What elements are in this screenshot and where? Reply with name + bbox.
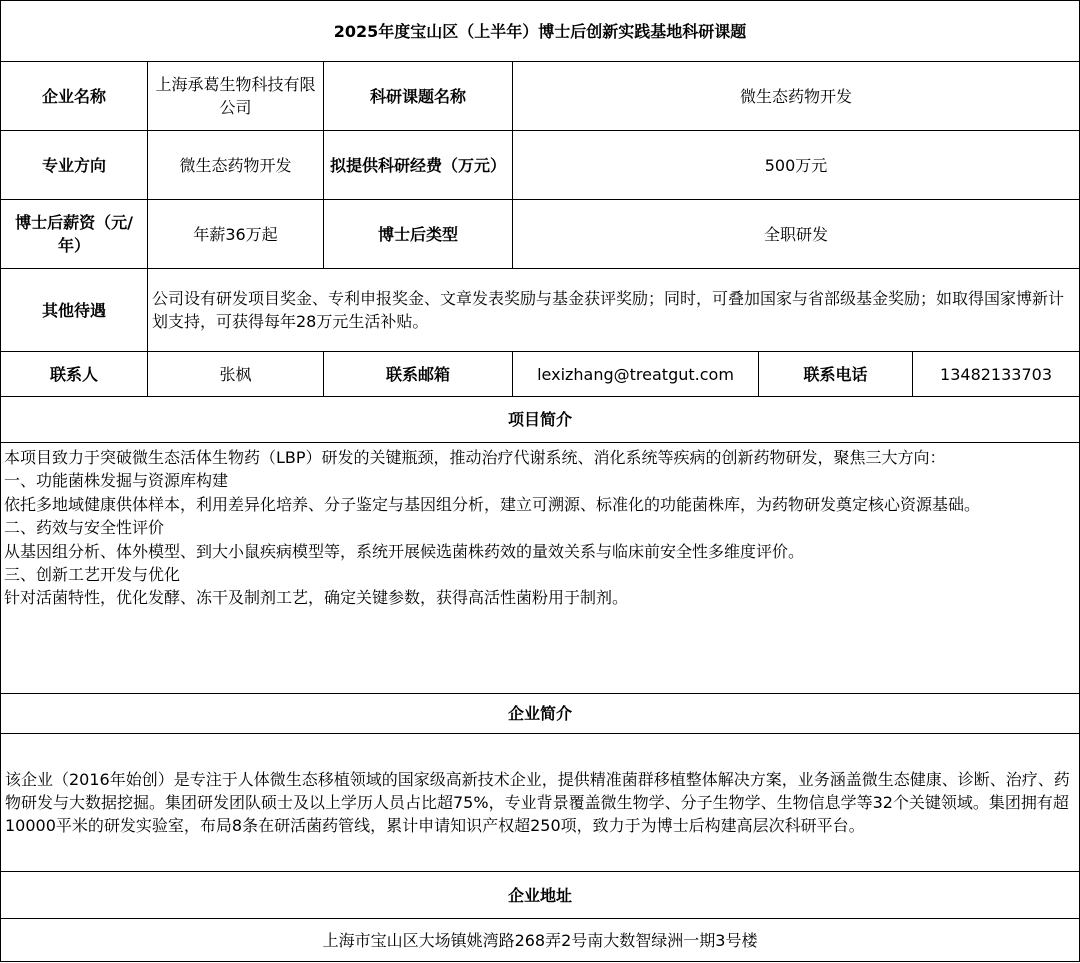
project-intro-line: 二、药效与安全性评价 xyxy=(4,518,165,538)
postdoc-type-value: 全职研发 xyxy=(513,200,1080,269)
project-intro-line: 一、功能菌株发掘与资源库构建 xyxy=(4,471,229,491)
funding-value: 500万元 xyxy=(513,131,1080,200)
salary-label: 博士后薪资（元/年） xyxy=(1,200,148,269)
email-label: 联系邮箱 xyxy=(324,352,513,397)
benefits-value: 公司设有研发项目奖金、专利申报奖金、文章发表奖励与基金获评奖励；同时，可叠加国家与省部级基金奖励；如取得国家博新计划支持，可获得每年28万元生活补贴。 xyxy=(148,269,1080,352)
project-intro-line: 本项目致力于突破微生态活体生物药（LBP）研发的关键瓶颈，推动治疗代谢系统、消化系统等疾病的创新药物研发，聚焦三大方向： xyxy=(4,448,946,467)
project-intro-heading: 项目简介 xyxy=(1,397,1080,443)
salary-value: 年薪36万起 xyxy=(148,200,324,269)
project-intro-body xyxy=(1,443,1080,694)
project-intro-line: 依托多地域健康供体样本，利用差异化培养、分子鉴定与基因组分析，建立可溯源、标准化的功能菌株库，为药物研发奠定核心资源基础。 xyxy=(4,494,981,514)
project-intro-line: 从基因组分析、体外模型、到大小鼠疾病模型等，系统开展候选菌株药效的量效关系与临床前安全性多维度评价。 xyxy=(4,541,805,561)
address-heading: 企业地址 xyxy=(1,872,1080,919)
table-title: 2025年度宝山区（上半年）博士后创新实践基地科研课题 xyxy=(1,1,1080,62)
funding-label: 拟提供科研经费（万元） xyxy=(324,131,513,200)
company-name-label: 企业名称 xyxy=(1,62,148,131)
address-value: 上海市宝山区大场镇姚湾路268弄2号南大数智绿洲一期3号楼 xyxy=(1,919,1080,962)
email-value: lexizhang@treatgut.com xyxy=(513,352,759,397)
topic-label: 科研课题名称 xyxy=(324,62,513,131)
topic-value: 微生态药物开发 xyxy=(513,62,1080,131)
project-intro-line: 三、创新工艺开发与优化 xyxy=(4,565,181,585)
phone-label: 联系电话 xyxy=(759,352,913,397)
contact-label: 联系人 xyxy=(1,352,148,397)
postdoc-type-label: 博士后类型 xyxy=(324,200,513,269)
company-intro-heading: 企业简介 xyxy=(1,694,1080,734)
project-intro-line: 针对活菌特性，优化发酵、冻干及制剂工艺，确定关键参数，获得高活性菌粉用于制剂。 xyxy=(4,588,629,608)
company-name-value: 上海承葛生物科技有限公司 xyxy=(148,62,324,131)
direction-value: 微生态药物开发 xyxy=(148,131,324,200)
direction-label: 专业方向 xyxy=(1,131,148,200)
company-intro-body: 该企业（2016年始创）是专注于人体微生态移植领域的国家级高新技术企业，提供精准菌群移植整体解决方案，业务涵盖微生态健康、诊断、治疗、药物研发与大数据挖掘。集团研发团队硕士及以上学历人员占比超75%，专业背景覆盖微生物学、分子生物学、生物信息学等32个关键领域。集团拥有超10000平米的研发实验室，布局8条在研活菌药管线，累计申请知识产权超250项，致力于为博士后构建高层次科研平台。 xyxy=(1,734,1080,872)
phone-value: 13482133703 xyxy=(913,352,1080,397)
contact-value: 张枫 xyxy=(148,352,324,397)
benefits-label: 其他待遇 xyxy=(1,269,148,352)
